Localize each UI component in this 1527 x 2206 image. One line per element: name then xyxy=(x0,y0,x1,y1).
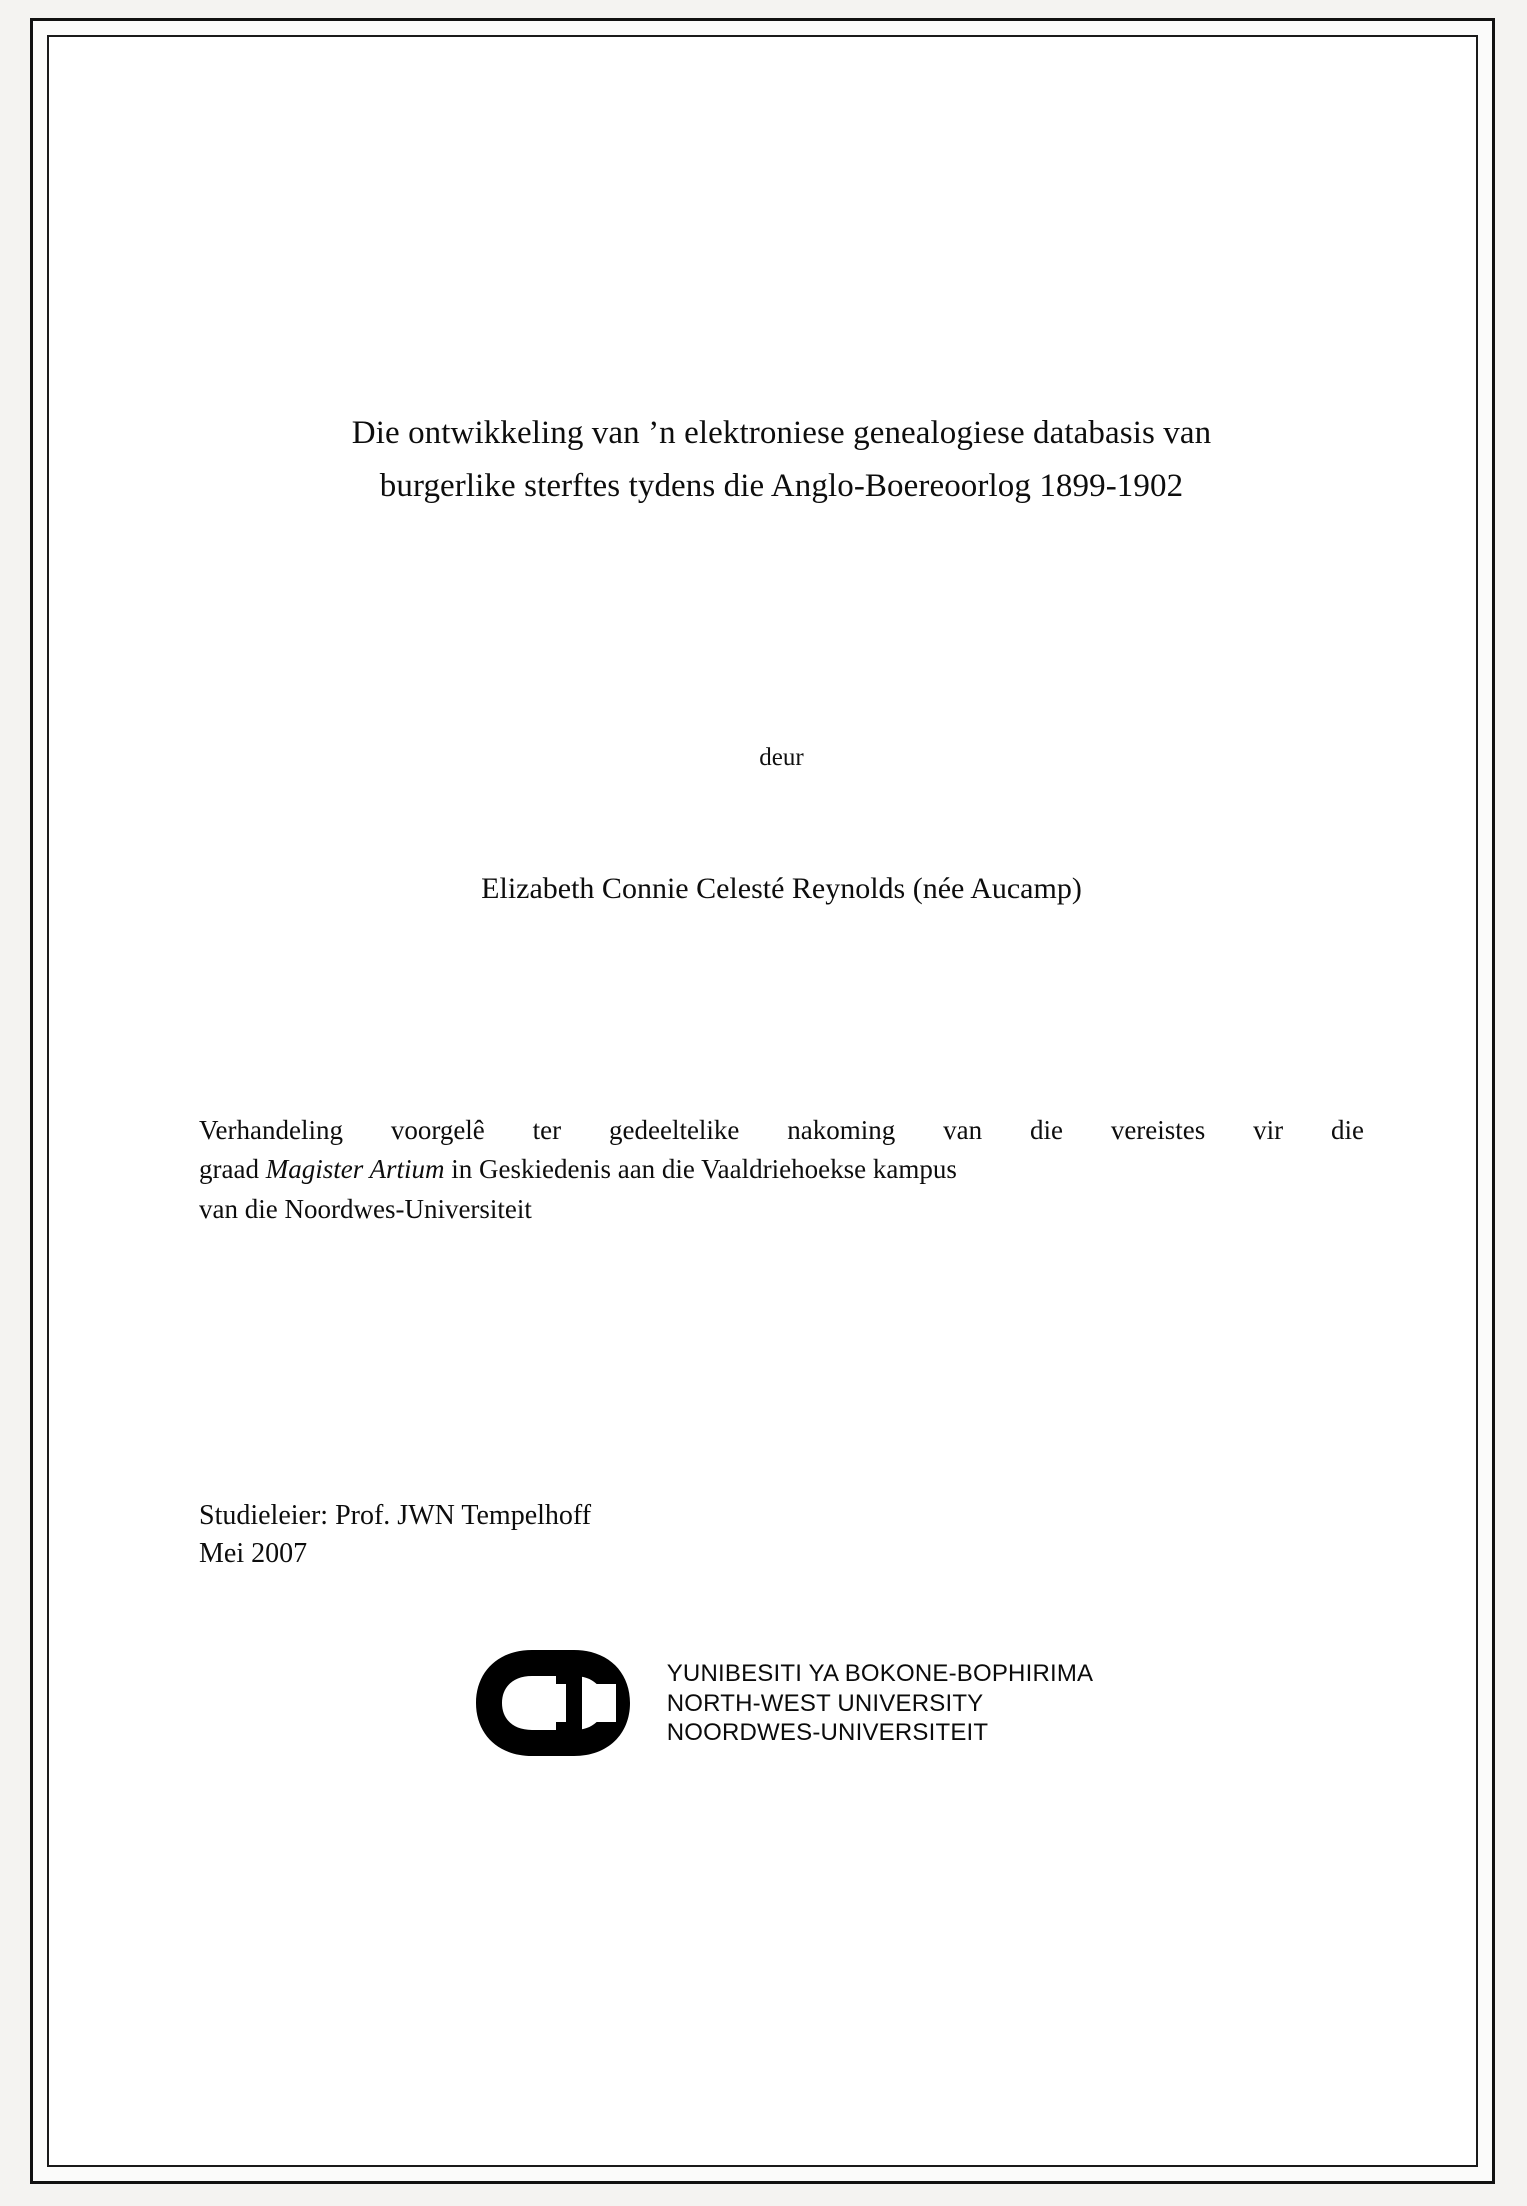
author-name: Elizabeth Connie Celesté Reynolds (née Aucamp) xyxy=(481,871,1082,905)
university-logo xyxy=(199,1644,1364,1762)
university-logo-text xyxy=(667,1659,1094,1747)
scan-border-inner xyxy=(47,35,1478,2167)
north-west-university-logo-icon xyxy=(470,1644,655,1762)
degree-statement-line-1: Verhandeling voorgelê ter gedeeltelike nakoming van die vereistes vir die xyxy=(199,1114,1364,1145)
title-line-2: burgerlike sterftes tydens die Anglo-Boereoorlog 1899-1902 xyxy=(379,468,1184,505)
degree-statement-line-2 xyxy=(199,1150,1364,1189)
submission-date: Mei 2007 xyxy=(199,1537,308,1569)
logo-line-afrikaans: NOORDWES-UNIVERSITEIT xyxy=(666,1718,989,1746)
title-line-1: Die ontwikkeling van ’n elektroniese genealogiese databasis van xyxy=(351,415,1212,451)
supervisor-block xyxy=(199,1497,1364,1572)
supervisor-name: Studieleier: Prof. JWN Tempelhoff xyxy=(199,1500,592,1532)
degree-statement-line-2-prefix: graad xyxy=(199,1154,266,1185)
degree-statement xyxy=(199,1111,1364,1229)
degree-statement-line-2-suffix: in Geskiedenis aan die Vaaldriehoekse kampus xyxy=(444,1154,957,1185)
degree-statement-line-3: van die Noordwes-Universiteit xyxy=(199,1193,532,1224)
page-title xyxy=(199,407,1364,514)
by-label: deur xyxy=(759,743,804,771)
scan-border-outer xyxy=(30,18,1495,2184)
logo-line-setswana: YUNIBESITI YA BOKONE-BOPHIRIMA xyxy=(666,1660,1094,1688)
title-page-content xyxy=(199,97,1364,2117)
degree-name-italic: Magister Artium xyxy=(265,1154,445,1185)
logo-line-english: NORTH-WEST UNIVERSITY xyxy=(666,1689,984,1717)
